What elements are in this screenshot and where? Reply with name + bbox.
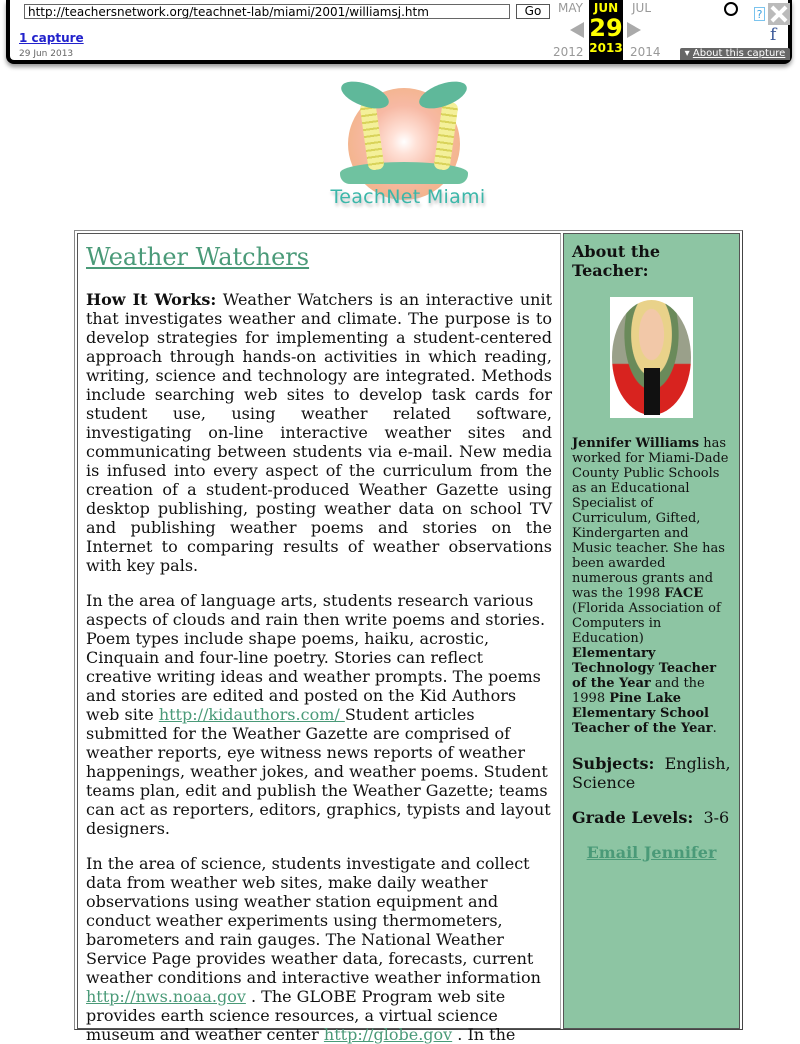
about-teacher-sidebar bbox=[563, 233, 740, 1029]
main-content bbox=[77, 233, 561, 1044]
go-button[interactable]: Go bbox=[516, 4, 550, 19]
science-text-2: . The GLOBE Program web site provides earth science resources, a virtual science bbox=[86, 987, 506, 1025]
teacher-name: Jennifer Williams bbox=[572, 436, 700, 451]
subjects-value: English, Science bbox=[572, 754, 736, 792]
subjects-label: Subjects: bbox=[572, 754, 655, 773]
current-capture-date bbox=[589, 0, 623, 62]
next-capture-arrow-icon[interactable] bbox=[627, 22, 641, 38]
email-teacher-link[interactable]: Email Jennifer bbox=[586, 843, 717, 862]
kidauthors-link[interactable]: http://kidauthors.com/ bbox=[158, 705, 345, 724]
bio-text-4: . bbox=[712, 721, 717, 736]
how-it-works-paragraph bbox=[86, 290, 552, 575]
language-arts-text: In the area of language arts, students research various aspects of clouds and rain then write poems and stories. Poem types include shape poems, haiku, acrostic, Cinquain and four-line poetry. Stories can reflect creative writing ideas and weather prompts. The poems and stories are edited and posted on the Kid Authors web site bbox=[86, 591, 546, 724]
prev-year-link[interactable]: 2012 bbox=[553, 45, 584, 59]
logo-text: TeachNet Miami bbox=[330, 186, 486, 208]
loading-circle-icon bbox=[724, 2, 738, 16]
facebook-icon[interactable]: f bbox=[770, 25, 777, 45]
globe-link[interactable]: http://globe.gov bbox=[323, 1025, 453, 1044]
bio-award-2: Pine Lake Elementary School Teacher of the Year bbox=[572, 691, 713, 736]
url-input[interactable] bbox=[24, 4, 510, 19]
bio-text: has worked for Miami-Dade County Public Schools as an Educational Specialist of Curriculum, Gifted, Kindergarten and Music teacher. She has been awarded numerous grants and was the 1998 bbox=[572, 436, 729, 601]
captures-link[interactable]: 1 capture bbox=[19, 31, 84, 45]
prev-month-link[interactable]: MAY bbox=[558, 1, 583, 15]
teachnet-miami-logo bbox=[330, 82, 486, 218]
science-paragraph bbox=[86, 854, 552, 1044]
teacher-portrait-image bbox=[612, 300, 691, 415]
bio-award-1: Elementary Technology Teacher of the Year bbox=[572, 646, 717, 691]
close-icon[interactable] bbox=[768, 3, 790, 25]
grade-levels bbox=[572, 808, 731, 827]
prev-capture-arrow-icon[interactable] bbox=[570, 22, 584, 38]
page-title: Weather Watchers bbox=[86, 243, 310, 271]
science-text: In the area of science, students investigate and collect data from weather web sites, make daily weather observations using weather station equipment and conduct weather experiments using thermometers, barometers and rain gauges. The National Weather Service Page provides weather data, forecasts, current weather conditions and interactive weather information bbox=[86, 854, 541, 987]
grade-levels-value: 3-6 bbox=[693, 808, 730, 827]
email-section bbox=[572, 843, 731, 862]
teacher-photo bbox=[610, 297, 693, 418]
teacher-bio bbox=[572, 436, 731, 736]
how-it-works-label: How It Works: bbox=[86, 290, 217, 309]
science-text-3: museum and weather center bbox=[86, 1025, 324, 1044]
current-month: JUN bbox=[593, 1, 619, 15]
about-capture-button[interactable]: ▾ About this capture bbox=[680, 48, 790, 60]
nws-noaa-link[interactable]: http://nws.noaa.gov bbox=[86, 987, 246, 1006]
next-month-label: JUL bbox=[632, 1, 652, 15]
bio-text-2: (Florida Association of Computers in Education) bbox=[572, 601, 721, 646]
content-table bbox=[74, 230, 743, 1044]
science-text-4: . In the bbox=[452, 1025, 516, 1044]
capture-date: 29 Jun 2013 bbox=[19, 49, 74, 59]
bio-text-3: and the 1998 bbox=[572, 676, 705, 706]
bio-face: FACE bbox=[664, 586, 704, 601]
about-capture-label: About this capture bbox=[692, 48, 786, 59]
language-arts-text-2: Student articles submitted for the Weather Gazette are comprised of weather reports, eye witness news reports of weather happenings, weather jokes, and weather poems. Student teams plan, edit and publish the Weather Gazette; teams can act as reporters, editors, graphics, typists and layout designers. bbox=[86, 705, 551, 838]
subjects bbox=[572, 754, 736, 792]
how-it-works-text: Weather Watchers is an interactive unit that investigates weather and climate. The purpose is to develop strategies for implementing a student-centered approach through hands-on activities in which reading, writing, science and technology are integrated. Methods include searching web sites to develop task cards for student use, using weather related software, investigating on-line interactive weather sites and communicating between students via e-mail. New media is infused into every aspect of the curriculum from the creation of a student-produced Weather Gazette using desktop publishing, posting weather data on school TV and publishing weather poems and stories on the Internet to comparing results of weather observations with key pals. bbox=[86, 290, 553, 575]
current-year: 2013 bbox=[589, 41, 623, 55]
about-teacher-heading: About the Teacher: bbox=[572, 242, 661, 280]
grade-levels-label: Grade Levels: bbox=[572, 808, 694, 827]
wayback-toolbar bbox=[6, 0, 792, 64]
current-day: 29 bbox=[589, 14, 623, 42]
help-icon[interactable]: ? bbox=[754, 7, 765, 21]
language-arts-paragraph bbox=[86, 591, 552, 838]
next-year-label: 2014 bbox=[630, 45, 661, 59]
